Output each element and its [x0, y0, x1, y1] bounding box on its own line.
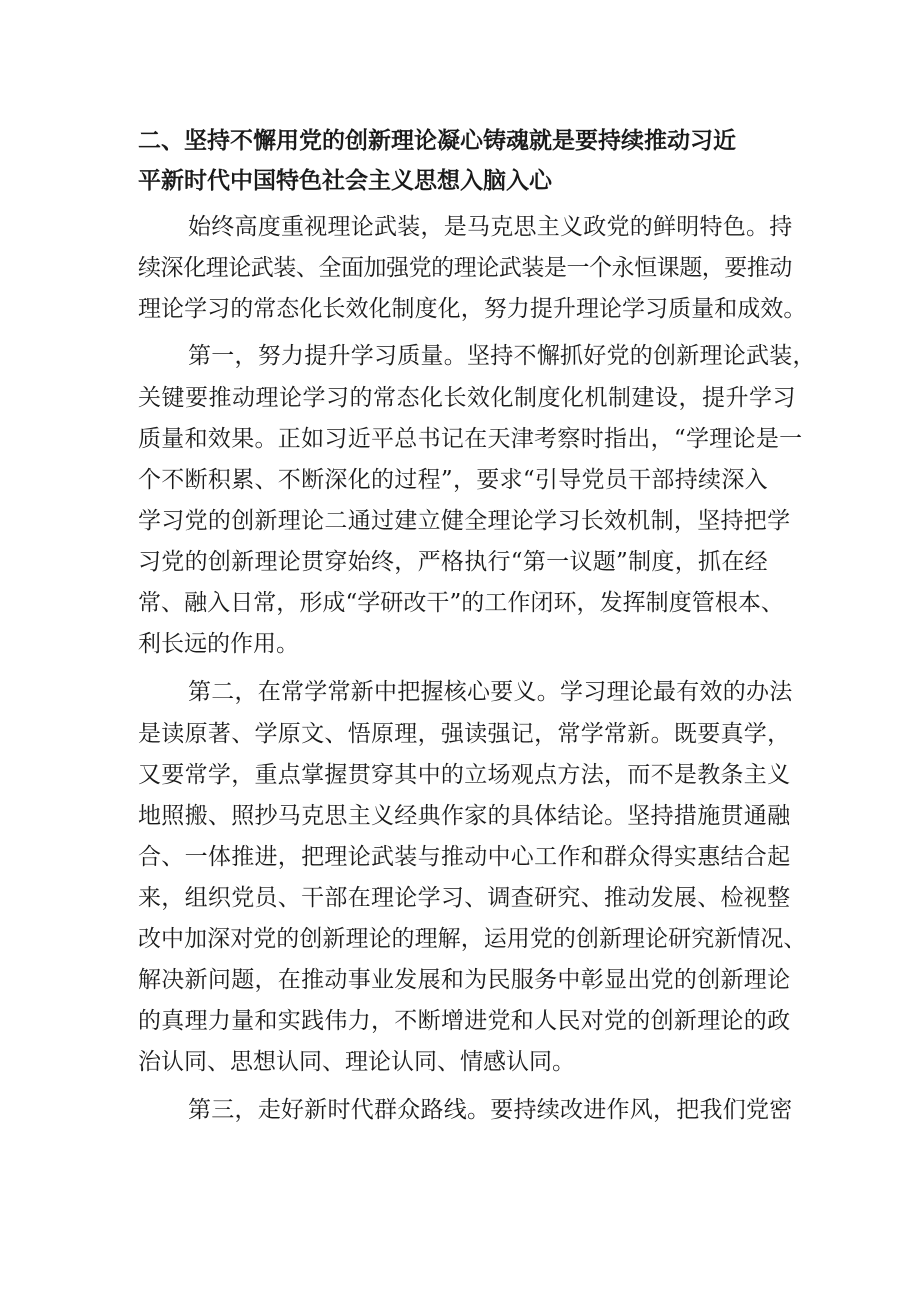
paragraph-1-line-3: 理论学习的常态化长效化制度化，努力提升理论学习质量和成效。: [138, 296, 807, 322]
paragraph-1-line-1: 始终高度重视理论武装，是马克思主义政党的鲜明特色。持: [188, 214, 793, 240]
section-heading-line-2: 平新时代中国特色社会主义思想入脑入心: [138, 168, 552, 194]
paragraph-3-line-3: 又要常学，重点掌握贯穿其中的立场观点方法，而不是教条主义: [138, 762, 791, 788]
paragraph-2-line-5: 学习党的创新理论二通过建立健全理论学习长效机制，坚持把学: [138, 508, 791, 534]
paragraph-3-line-2: 是读原著、学原文、悟原理，强读强记，常学常新。既要真学，: [138, 721, 791, 747]
paragraph-2-line-4: 个不断积累、不断深化的过程”，要求“引导党员干部持续深入: [138, 467, 768, 493]
paragraph-3-line-7: 改中加深对党的创新理论的理解，运用党的创新理论研究新情况、: [138, 926, 807, 952]
paragraph-3-line-10: 治认同、思想认同、理论认同、情感认同。: [138, 1049, 575, 1075]
paragraph-3-line-9: 的真理力量和实践伟力，不断增进党和人民对党的创新理论的政: [138, 1008, 791, 1034]
paragraph-3-line-4: 地照搬、照抄马克思主义经典作家的具体结论。坚持措施贯通融: [138, 803, 791, 829]
paragraph-3-line-5: 合、一体推进，把理论武装与推动中心工作和群众得实惠结合起: [138, 844, 791, 870]
paragraph-2-line-7: 常、融入日常，形成“学研改干”的工作闭环，发挥制度管根本、: [138, 590, 784, 616]
paragraph-4-line-1: 第三，走好新时代群众路线。要持续改进作风，把我们党密: [188, 1097, 793, 1123]
paragraph-3-line-8: 解决新问题，在推动事业发展和为民服务中彰显出党的创新理论: [138, 967, 791, 993]
paragraph-2-line-3: 质量和效果。正如习近平总书记在天津考察时指出，“学理论是一: [138, 426, 803, 452]
paragraph-1-line-2: 续深化理论武装、全面加强党的理论武装是一个永恒课题，要推动: [138, 255, 792, 281]
section-heading-line-1: 二、坚持不懈用党的创新理论凝心铸魂就是要持续推动习近: [138, 128, 736, 154]
paragraph-2-line-1: 第一，努力提升学习质量。坚持不懈抓好党的创新理论武装，: [188, 343, 816, 369]
paragraph-3-line-6: 来，组织党员、干部在理论学习、调查研究、推动发展、检视整: [138, 885, 791, 911]
paragraph-2-line-8: 利长远的作用。: [138, 631, 299, 657]
paragraph-2-line-6: 习党的创新理论贯穿始终，严格执行“第一议题”制度，抓在经: [138, 549, 768, 575]
paragraph-2-line-2: 关键要推动理论学习的常态化长效化制度化机制建设，提升学习: [138, 385, 796, 411]
paragraph-3-line-1: 第二，在常学常新中把握核心要义。学习理论最有效的办法: [188, 679, 793, 705]
